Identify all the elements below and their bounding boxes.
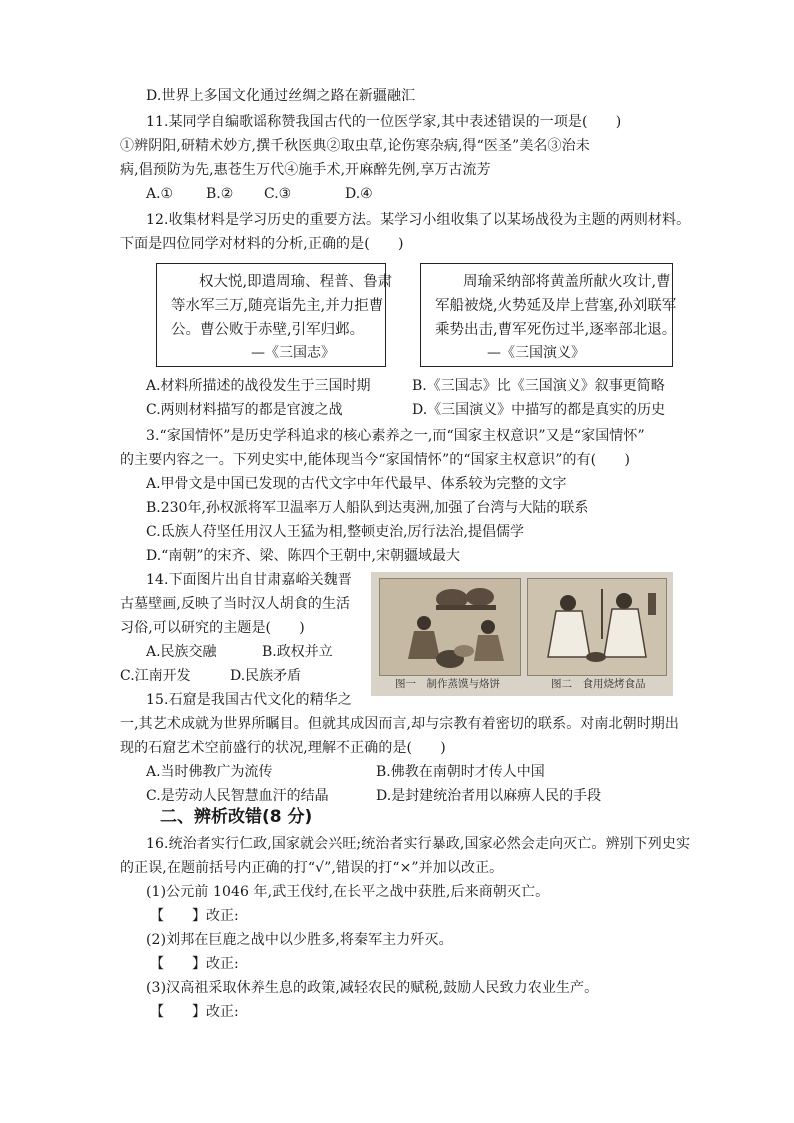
q14-line3: 习俗,可以研究的主题是( ) [120, 620, 305, 636]
quote-right-source: —《三国演义》 [487, 345, 585, 361]
quote-box-sanguoyanyi [420, 263, 677, 367]
q14-option-b[interactable]: B.政权并立 [262, 644, 333, 660]
q14-option-d[interactable]: D.民族矛盾 [230, 668, 302, 684]
q12-option-b[interactable]: B.《三国志》比《三国演义》叙事更简略 [412, 378, 665, 394]
q16-line2: 的正误,在题前括号内正确的打“√”,错误的打“×”并加以改正。 [120, 860, 504, 876]
q15-line3: 现的石窟艺术空前盛行的状况,理解不正确的是( ) [120, 740, 446, 756]
quote-left-source: —《三国志》 [251, 345, 335, 361]
q16-item-1: (1)公元前 1046 年,武王伐纣,在长平之战中获胜,后来商朝灭亡。 [146, 884, 550, 900]
q14-stem: 14.下面图片出自甘肃嘉峪关魏晋 [146, 572, 352, 588]
q11-line3: 病,倡预防为先,惠苍生万代④施手术,开麻醉先例,享万古流芳 [120, 162, 491, 178]
mural-caption-2: 图二 食用烧烤食品 [551, 678, 646, 690]
q13-option-d[interactable]: D.“南朝”的宋齐、梁、陈四个王朝中,宋朝疆域最大 [146, 548, 460, 564]
quote-right-line3: 乘势出击,曹军死伤过半,逐率部北退。 [435, 322, 677, 338]
mural-image [371, 572, 673, 696]
q13-option-b[interactable]: B.230年,孙权派将军卫温率万人船队到达夷洲,加强了台湾与大陆的联系 [146, 500, 589, 516]
mural-panel-roasting [527, 578, 667, 676]
q13-stem: 3.“家国情怀”是历史学科追求的核心素养之一,而“国家主权意识”又是“家国情怀” [146, 428, 645, 444]
q15-option-d[interactable]: D.是封建统治者用以麻痹人民的手段 [376, 788, 602, 804]
quote-left-line2: 等水军三万,随亮诣先主,并力拒曹 [171, 298, 384, 314]
q14-option-c[interactable]: C.江南开发 [120, 668, 191, 684]
quote-box-sanguozhi [156, 263, 393, 367]
quote-left-line3: 公。曹公败于赤壁,引军归邺。 [171, 322, 365, 338]
q16-answer-1[interactable]: 【 】改正: [150, 908, 239, 924]
q16-answer-2[interactable]: 【 】改正: [150, 956, 239, 972]
q11-line2: ①辨阴阳,研精术妙方,撰千秋医典②取虫草,论伤寒杂病,得“医圣”美名③治未 [120, 138, 590, 154]
q13-line2: 的主要内容之一。下列史实中,能体现当今“家国情怀”的“国家主权意识”的有( ) [120, 452, 631, 468]
q12-option-a[interactable]: A.材料所描述的战役发生于三国时期 [146, 378, 371, 394]
q15-line2: 一,其艺术成就为世界所瞩目。但就其成因而言,却与宗教有着密切的联系。对南北朝时期出 [120, 716, 679, 732]
q11-option-b[interactable]: B.② [206, 186, 234, 202]
q13-option-a[interactable]: A.甲骨文是中国已发现的古代文字中年代最早、体系较为完整的文字 [146, 476, 567, 492]
q15-option-b[interactable]: B.佛教在南朝时才传人中国 [376, 764, 545, 780]
q11-option-c[interactable]: C.③ [264, 186, 292, 202]
quote-right-line1: 周瑜采纳部将黄盖所献火攻计,曹 [463, 274, 671, 290]
q15-option-a[interactable]: A.当时佛教广为流传 [146, 764, 273, 780]
quote-left-line1: 权大悦,即遣周瑜、程普、鲁肃 [199, 274, 393, 290]
q16-item-3: (3)汉高祖采取休养生息的政策,减轻农民的赋税,鼓励人民致力农业生产。 [146, 980, 599, 996]
q12-line2: 下面是四位同学对材料的分析,正确的是( ) [120, 236, 404, 252]
q14-option-a[interactable]: A.民族交融 [146, 644, 217, 660]
q14-line2: 古墓壁画,反映了当时汉人胡食的生活 [120, 596, 351, 612]
mural-figure-cooks [380, 579, 520, 675]
mural-figure-diners [528, 579, 666, 675]
quote-right-line2: 军船被烧,火势延及岸上营塞,孙刘联军 [435, 298, 677, 314]
q11-option-d[interactable]: D.④ [345, 186, 373, 202]
q15-stem: 15.石窟是我国古代文化的精华之 [146, 692, 352, 708]
mural-panel-steamed-buns [379, 578, 521, 676]
q12-option-c[interactable]: C.两则材料描写的都是官渡之战 [146, 402, 343, 418]
q12-stem: 12.收集材料是学习历史的重要方法。某学习小组收集了以某场战役为主题的两则材料。 [146, 212, 691, 228]
section-2-title: 二、辨析改错(8 分) [160, 807, 313, 827]
q13-option-c[interactable]: C.氐族人苻坚任用汉人王猛为相,整顿吏治,厉行法治,提倡儒学 [146, 524, 525, 540]
q11-stem: 11.某同学自编歌谣称赞我国古代的一位医学家,其中表述错误的一项是( ) [146, 114, 622, 130]
q16-answer-3[interactable]: 【 】改正: [150, 1004, 239, 1020]
q16-stem: 16.统治者实行仁政,国家就会兴旺;统治者实行暴政,国家必然会走向灭亡。辨别下列史实 [146, 836, 691, 852]
q15-option-c[interactable]: C.是劳动人民智慧血汗的结晶 [146, 788, 329, 804]
q16-item-2: (2)刘邦在巨鹿之战中以少胜多,将秦军主力歼灭。 [146, 932, 453, 948]
q10-option-d: D.世界上多国文化通过丝绸之路在新疆融汇 [146, 88, 416, 104]
mural-caption-1: 图一 制作蒸馍与烙饼 [395, 678, 500, 690]
q12-option-d[interactable]: D.《三国演义》中描写的都是真实的历史 [412, 402, 666, 418]
q11-option-a[interactable]: A.① [146, 186, 174, 202]
